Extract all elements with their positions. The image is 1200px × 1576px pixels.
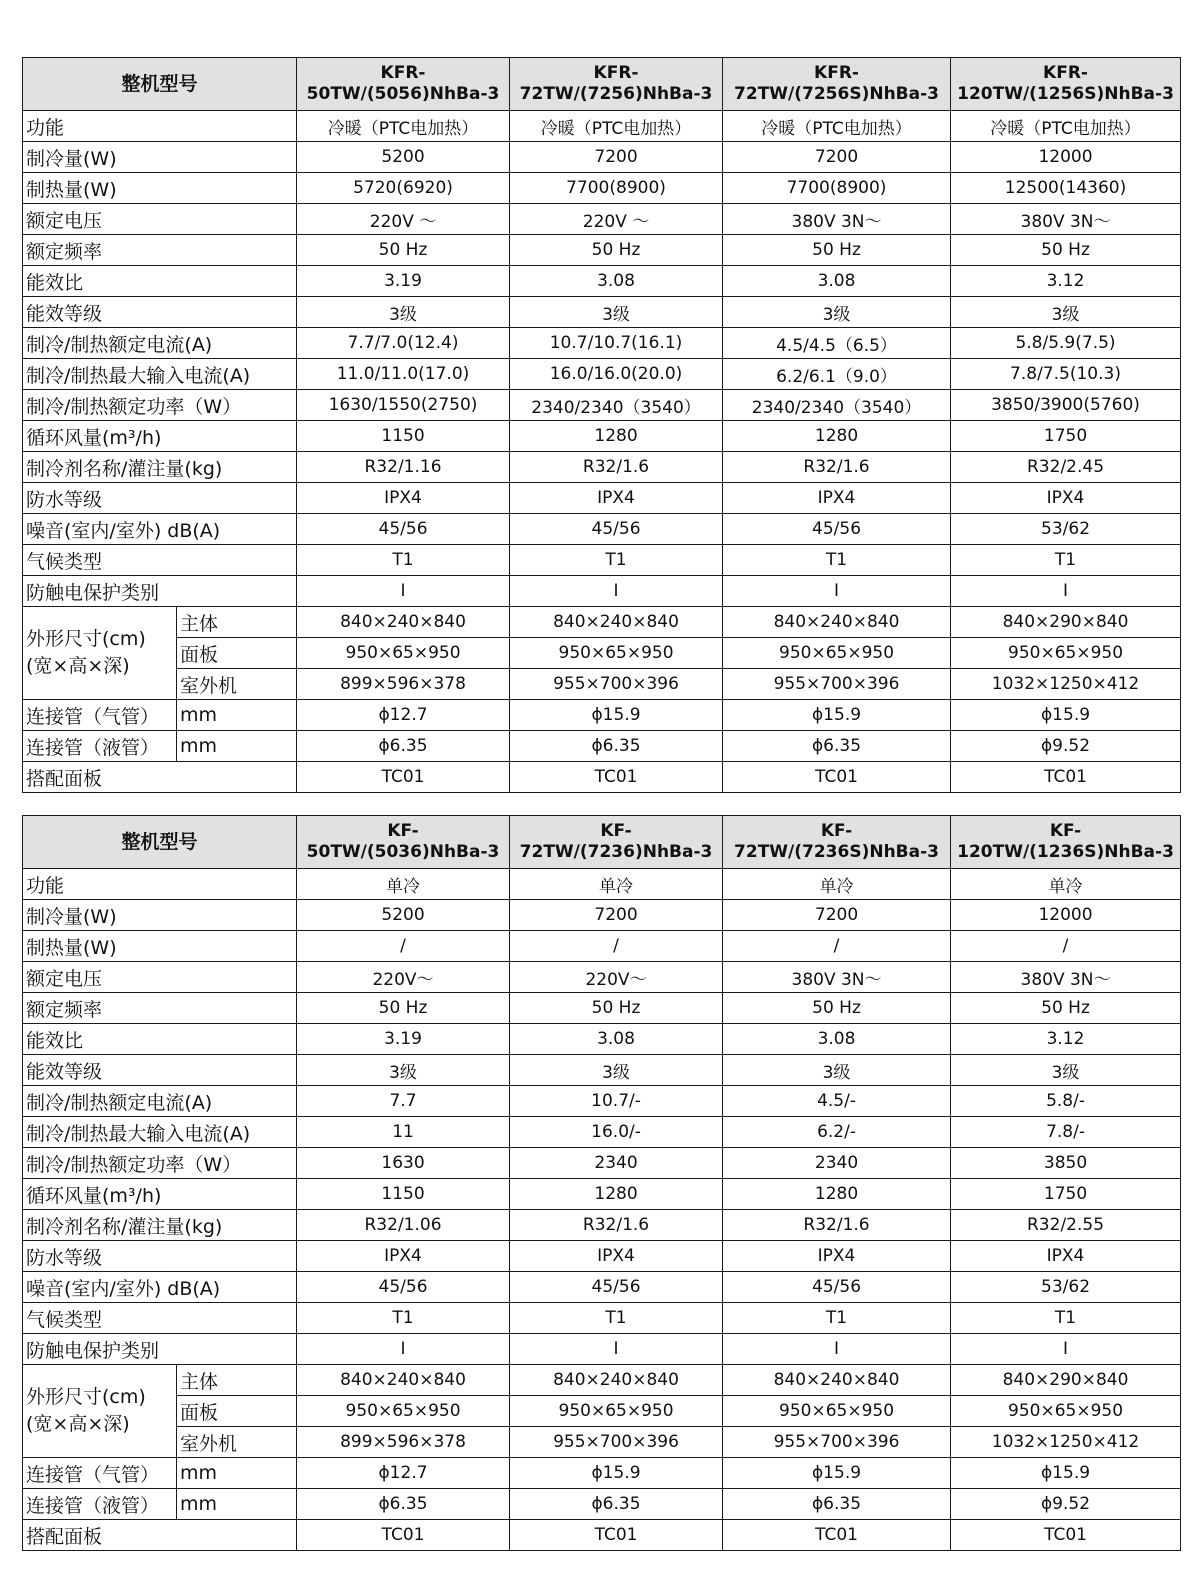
spec-value: T1 bbox=[510, 1303, 723, 1334]
spec-value: 2340/2340（3540） bbox=[510, 390, 723, 421]
pipe-label: 连接管（液管） bbox=[23, 731, 177, 762]
table-row bbox=[23, 1210, 1181, 1241]
pipe-value: ϕ6.35 bbox=[723, 731, 951, 762]
panel-value: TC01 bbox=[510, 762, 723, 793]
row-label: 噪音(室内/室外) dB(A) bbox=[23, 1272, 297, 1303]
dimension-value: 840×240×840 bbox=[297, 1365, 510, 1396]
dimension-value: 950×65×950 bbox=[297, 1396, 510, 1427]
table-header-row bbox=[23, 816, 1181, 869]
spec-value: 7700(8900) bbox=[723, 173, 951, 204]
row-label: 额定频率 bbox=[23, 993, 297, 1024]
dimension-value: 1032×1250×412 bbox=[951, 669, 1181, 700]
table-row-dimensions bbox=[23, 1396, 1181, 1427]
row-label: 制冷剂名称/灌注量(kg) bbox=[23, 1210, 297, 1241]
spec-value: 10.7/- bbox=[510, 1086, 723, 1117]
model-name-header: KF-72TW/(7236)NhBa-3 bbox=[510, 816, 723, 869]
table-row bbox=[23, 142, 1181, 173]
table-row bbox=[23, 1241, 1181, 1272]
dimension-value: 840×290×840 bbox=[951, 1365, 1181, 1396]
panel-value: TC01 bbox=[723, 1520, 951, 1551]
pipe-unit: mm bbox=[177, 700, 297, 731]
spec-value: R32/1.16 bbox=[297, 452, 510, 483]
spec-value: I bbox=[951, 1334, 1181, 1365]
pipe-value: ϕ6.35 bbox=[510, 1489, 723, 1520]
row-label: 制冷/制热最大输入电流(A) bbox=[23, 359, 297, 390]
pipe-value: ϕ9.52 bbox=[951, 1489, 1181, 1520]
model-name-header: KF-50TW/(5036)NhBa-3 bbox=[297, 816, 510, 869]
spec-value: IPX4 bbox=[297, 483, 510, 514]
spec-value: 380V 3N～ bbox=[723, 204, 951, 235]
spec-value: 4.5/4.5（6.5） bbox=[723, 328, 951, 359]
spec-value: 6.2/- bbox=[723, 1117, 951, 1148]
dimension-value: 950×65×950 bbox=[723, 638, 951, 669]
dimensions-label-line2: (宽×高×深) bbox=[26, 1413, 130, 1435]
row-label: 制热量(W) bbox=[23, 931, 297, 962]
row-label: 制冷/制热最大输入电流(A) bbox=[23, 1117, 297, 1148]
spec-value: 冷暖（PTC电加热） bbox=[951, 111, 1181, 142]
spec-value: 12500(14360) bbox=[951, 173, 1181, 204]
spec-value: I bbox=[723, 576, 951, 607]
spec-value: 3.08 bbox=[510, 266, 723, 297]
panel-label: 搭配面板 bbox=[23, 762, 297, 793]
spec-value: 3级 bbox=[297, 297, 510, 328]
dimension-value: 840×240×840 bbox=[723, 1365, 951, 1396]
row-label: 额定电压 bbox=[23, 204, 297, 235]
spec-value: 50 Hz bbox=[510, 235, 723, 266]
row-label: 能效比 bbox=[23, 1024, 297, 1055]
table-row bbox=[23, 204, 1181, 235]
spec-value: 1280 bbox=[723, 1179, 951, 1210]
spec-value: 220V ～ bbox=[510, 204, 723, 235]
spec-value: / bbox=[723, 931, 951, 962]
row-label: 制冷量(W) bbox=[23, 900, 297, 931]
table-row-dimensions bbox=[23, 1365, 1181, 1396]
table-row bbox=[23, 993, 1181, 1024]
model-header-label: 整机型号 bbox=[23, 816, 297, 869]
panel-value: TC01 bbox=[297, 762, 510, 793]
spec-value: 50 Hz bbox=[510, 993, 723, 1024]
spec-value: 45/56 bbox=[510, 514, 723, 545]
spec-value: 220V～ bbox=[297, 962, 510, 993]
spec-value: 5720(6920) bbox=[297, 173, 510, 204]
pipe-value: ϕ6.35 bbox=[297, 1489, 510, 1520]
spec-value: 1150 bbox=[297, 1179, 510, 1210]
table-row bbox=[23, 1055, 1181, 1086]
dimensions-label-line1: 外形尺寸(cm) bbox=[26, 1386, 146, 1408]
spec-value: 45/56 bbox=[723, 514, 951, 545]
spec-value: IPX4 bbox=[723, 1241, 951, 1272]
row-label: 气候类型 bbox=[23, 545, 297, 576]
table-row-pipe bbox=[23, 1489, 1181, 1520]
spec-value: / bbox=[297, 931, 510, 962]
table-row bbox=[23, 266, 1181, 297]
dimension-value: 840×290×840 bbox=[951, 607, 1181, 638]
spec-value: 1750 bbox=[951, 421, 1181, 452]
spec-value: R32/1.6 bbox=[510, 1210, 723, 1241]
spec-value: 45/56 bbox=[297, 1272, 510, 1303]
spec-value: IPX4 bbox=[723, 483, 951, 514]
spec-value: I bbox=[951, 576, 1181, 607]
spec-value: 3.19 bbox=[297, 1024, 510, 1055]
spec-value: 5.8/5.9(7.5) bbox=[951, 328, 1181, 359]
table-row bbox=[23, 111, 1181, 142]
table-row bbox=[23, 869, 1181, 900]
dimension-value: 1032×1250×412 bbox=[951, 1427, 1181, 1458]
spec-value: 单冷 bbox=[297, 869, 510, 900]
table-row bbox=[23, 962, 1181, 993]
dimensions-label bbox=[23, 1365, 177, 1458]
spec-value: 单冷 bbox=[510, 869, 723, 900]
dimension-part-label: 面板 bbox=[177, 1396, 297, 1427]
dimension-value: 950×65×950 bbox=[951, 638, 1181, 669]
spec-value: 7200 bbox=[723, 900, 951, 931]
dimension-value: 840×240×840 bbox=[510, 607, 723, 638]
model-name-header: KFR-50TW/(5056)NhBa-3 bbox=[297, 58, 510, 111]
pipe-value: ϕ6.35 bbox=[723, 1489, 951, 1520]
table-row bbox=[23, 514, 1181, 545]
table-row bbox=[23, 931, 1181, 962]
spec-value: I bbox=[510, 1334, 723, 1365]
table-row-pipe bbox=[23, 700, 1181, 731]
spec-value: 1630 bbox=[297, 1148, 510, 1179]
spec-value: 3.08 bbox=[723, 1024, 951, 1055]
table-row-panel bbox=[23, 762, 1181, 793]
spec-value: 50 Hz bbox=[723, 993, 951, 1024]
row-label: 循环风量(m³/h) bbox=[23, 421, 297, 452]
spec-value: R32/1.06 bbox=[297, 1210, 510, 1241]
spec-value: 7.8/7.5(10.3) bbox=[951, 359, 1181, 390]
spec-value: IPX4 bbox=[951, 1241, 1181, 1272]
dimension-value: 950×65×950 bbox=[297, 638, 510, 669]
row-label: 气候类型 bbox=[23, 1303, 297, 1334]
row-label: 制冷/制热额定电流(A) bbox=[23, 1086, 297, 1117]
spec-value: 5200 bbox=[297, 142, 510, 173]
dimensions-label-line2: (宽×高×深) bbox=[26, 655, 130, 677]
pipe-unit: mm bbox=[177, 1489, 297, 1520]
row-label: 额定频率 bbox=[23, 235, 297, 266]
spec-value: R32/2.55 bbox=[951, 1210, 1181, 1241]
spec-value: 3.12 bbox=[951, 1024, 1181, 1055]
spec-value: 3级 bbox=[510, 297, 723, 328]
row-label: 制热量(W) bbox=[23, 173, 297, 204]
spec-value: 冷暖（PTC电加热） bbox=[297, 111, 510, 142]
pipe-value: ϕ15.9 bbox=[951, 1458, 1181, 1489]
table-row bbox=[23, 1179, 1181, 1210]
spec-value: 3850/3900(5760) bbox=[951, 390, 1181, 421]
pipe-value: ϕ12.7 bbox=[297, 1458, 510, 1489]
spec-value: 220V～ bbox=[510, 962, 723, 993]
dimension-value: 840×240×840 bbox=[297, 607, 510, 638]
pipe-value: ϕ9.52 bbox=[951, 731, 1181, 762]
dimensions-label bbox=[23, 607, 177, 700]
spec-value: T1 bbox=[723, 545, 951, 576]
spec-value: IPX4 bbox=[951, 483, 1181, 514]
spec-value: 45/56 bbox=[723, 1272, 951, 1303]
table-row bbox=[23, 1303, 1181, 1334]
spec-value: 7200 bbox=[723, 142, 951, 173]
spec-value: T1 bbox=[297, 1303, 510, 1334]
spec-value: R32/1.6 bbox=[510, 452, 723, 483]
spec-value: I bbox=[297, 576, 510, 607]
spec-value: 2340/2340（3540） bbox=[723, 390, 951, 421]
table-row bbox=[23, 390, 1181, 421]
table-row-dimensions bbox=[23, 607, 1181, 638]
dimension-part-label: 面板 bbox=[177, 638, 297, 669]
spec-table-heating-models bbox=[22, 57, 1181, 793]
row-label: 防水等级 bbox=[23, 1241, 297, 1272]
spec-value: 380V 3N～ bbox=[951, 204, 1181, 235]
table-row bbox=[23, 576, 1181, 607]
model-name-header: KFR-72TW/(7256)NhBa-3 bbox=[510, 58, 723, 111]
spec-value: 1280 bbox=[723, 421, 951, 452]
spec-value: T1 bbox=[951, 545, 1181, 576]
pipe-value: ϕ15.9 bbox=[723, 700, 951, 731]
model-name-header: KFR-120TW/(1256S)NhBa-3 bbox=[951, 58, 1181, 111]
dimension-value: 950×65×950 bbox=[723, 1396, 951, 1427]
table-row-pipe bbox=[23, 1458, 1181, 1489]
spec-value: 1630/1550(2750) bbox=[297, 390, 510, 421]
spec-value: 3级 bbox=[951, 1055, 1181, 1086]
table-row bbox=[23, 1148, 1181, 1179]
spec-table-cooling-models bbox=[22, 815, 1181, 1551]
spec-value: 11 bbox=[297, 1117, 510, 1148]
row-label: 循环风量(m³/h) bbox=[23, 1179, 297, 1210]
pipe-value: ϕ15.9 bbox=[951, 700, 1181, 731]
row-label: 制冷剂名称/灌注量(kg) bbox=[23, 452, 297, 483]
spec-value: I bbox=[510, 576, 723, 607]
table-row bbox=[23, 483, 1181, 514]
spec-value: 45/56 bbox=[510, 1272, 723, 1303]
dimension-value: 950×65×950 bbox=[510, 1396, 723, 1427]
spec-value: 3.12 bbox=[951, 266, 1181, 297]
spec-value: 50 Hz bbox=[297, 993, 510, 1024]
row-label: 制冷/制热额定功率（W） bbox=[23, 390, 297, 421]
spec-value: 7700(8900) bbox=[510, 173, 723, 204]
table-row-dimensions bbox=[23, 1427, 1181, 1458]
dimension-value: 899×596×378 bbox=[297, 669, 510, 700]
spec-value: 冷暖（PTC电加热） bbox=[510, 111, 723, 142]
spec-value: 3级 bbox=[297, 1055, 510, 1086]
spec-value: 3级 bbox=[510, 1055, 723, 1086]
spec-value: T1 bbox=[951, 1303, 1181, 1334]
row-label: 功能 bbox=[23, 869, 297, 900]
spec-value: 1150 bbox=[297, 421, 510, 452]
table-row bbox=[23, 1086, 1181, 1117]
spec-value: 380V 3N～ bbox=[951, 962, 1181, 993]
spec-value: 50 Hz bbox=[951, 993, 1181, 1024]
pipe-value: ϕ6.35 bbox=[510, 731, 723, 762]
table-row-dimensions bbox=[23, 669, 1181, 700]
panel-value: TC01 bbox=[297, 1520, 510, 1551]
spec-value: 53/62 bbox=[951, 514, 1181, 545]
dimension-value: 955×700×396 bbox=[723, 1427, 951, 1458]
spec-value: 380V 3N～ bbox=[723, 962, 951, 993]
spec-value: IPX4 bbox=[510, 483, 723, 514]
table-row bbox=[23, 1334, 1181, 1365]
spec-value: 3.19 bbox=[297, 266, 510, 297]
spec-value: IPX4 bbox=[297, 1241, 510, 1272]
spec-value: I bbox=[723, 1334, 951, 1365]
dimension-value: 955×700×396 bbox=[510, 669, 723, 700]
spec-value: R32/1.6 bbox=[723, 1210, 951, 1241]
dimension-part-label: 主体 bbox=[177, 607, 297, 638]
spec-value: 2340 bbox=[510, 1148, 723, 1179]
spec-value: 3级 bbox=[951, 297, 1181, 328]
row-label: 防触电保护类别 bbox=[23, 1334, 297, 1365]
panel-value: TC01 bbox=[723, 762, 951, 793]
spec-value: 12000 bbox=[951, 142, 1181, 173]
spec-value: R32/1.6 bbox=[723, 452, 951, 483]
spec-value: 3850 bbox=[951, 1148, 1181, 1179]
panel-value: TC01 bbox=[510, 1520, 723, 1551]
spec-value: 50 Hz bbox=[951, 235, 1181, 266]
spec-value: 4.5/- bbox=[723, 1086, 951, 1117]
row-label: 制冷/制热额定功率（W） bbox=[23, 1148, 297, 1179]
dimension-part-label: 主体 bbox=[177, 1365, 297, 1396]
spec-value: 5200 bbox=[297, 900, 510, 931]
spec-value: 10.7/10.7(16.1) bbox=[510, 328, 723, 359]
table-row bbox=[23, 1024, 1181, 1055]
pipe-unit: mm bbox=[177, 731, 297, 762]
spec-value: R32/2.45 bbox=[951, 452, 1181, 483]
model-name-header: KFR-72TW/(7256S)NhBa-3 bbox=[723, 58, 951, 111]
table-row bbox=[23, 452, 1181, 483]
row-label: 能效等级 bbox=[23, 297, 297, 328]
row-label: 防水等级 bbox=[23, 483, 297, 514]
spec-value: T1 bbox=[297, 545, 510, 576]
spec-value: T1 bbox=[510, 545, 723, 576]
spec-value: 1280 bbox=[510, 421, 723, 452]
spec-value: T1 bbox=[723, 1303, 951, 1334]
spec-value: / bbox=[510, 931, 723, 962]
spec-value: 7200 bbox=[510, 142, 723, 173]
panel-label: 搭配面板 bbox=[23, 1520, 297, 1551]
table-row-dimensions bbox=[23, 638, 1181, 669]
spec-value: 3.08 bbox=[723, 266, 951, 297]
pipe-value: ϕ6.35 bbox=[297, 731, 510, 762]
spec-value: 2340 bbox=[723, 1148, 951, 1179]
spec-value: 冷暖（PTC电加热） bbox=[723, 111, 951, 142]
dimension-value: 840×240×840 bbox=[510, 1365, 723, 1396]
pipe-value: ϕ15.9 bbox=[723, 1458, 951, 1489]
row-label: 制冷/制热额定电流(A) bbox=[23, 328, 297, 359]
table-row bbox=[23, 235, 1181, 266]
pipe-unit: mm bbox=[177, 1458, 297, 1489]
dimension-value: 950×65×950 bbox=[951, 1396, 1181, 1427]
dimension-part-label: 室外机 bbox=[177, 1427, 297, 1458]
pipe-value: ϕ15.9 bbox=[510, 1458, 723, 1489]
spec-value: 12000 bbox=[951, 900, 1181, 931]
row-label: 能效等级 bbox=[23, 1055, 297, 1086]
row-label: 额定电压 bbox=[23, 962, 297, 993]
spec-value: / bbox=[951, 931, 1181, 962]
dimensions-label-line1: 外形尺寸(cm) bbox=[26, 628, 146, 650]
spec-value: 1280 bbox=[510, 1179, 723, 1210]
table-row bbox=[23, 297, 1181, 328]
panel-value: TC01 bbox=[951, 1520, 1181, 1551]
dimension-value: 950×65×950 bbox=[510, 638, 723, 669]
model-name-header: KF-72TW/(7236S)NhBa-3 bbox=[723, 816, 951, 869]
dimension-value: 955×700×396 bbox=[723, 669, 951, 700]
spec-value: 6.2/6.1（9.0） bbox=[723, 359, 951, 390]
dimension-value: 840×240×840 bbox=[723, 607, 951, 638]
spec-value: 16.0/- bbox=[510, 1117, 723, 1148]
spec-value: IPX4 bbox=[510, 1241, 723, 1272]
pipe-label: 连接管（液管） bbox=[23, 1489, 177, 1520]
table-row bbox=[23, 359, 1181, 390]
row-label: 噪音(室内/室外) dB(A) bbox=[23, 514, 297, 545]
model-header-label: 整机型号 bbox=[23, 58, 297, 111]
spec-value: 单冷 bbox=[723, 869, 951, 900]
spec-value: 50 Hz bbox=[297, 235, 510, 266]
row-label: 防触电保护类别 bbox=[23, 576, 297, 607]
spec-value: 7.7/7.0(12.4) bbox=[297, 328, 510, 359]
row-label: 功能 bbox=[23, 111, 297, 142]
table-row bbox=[23, 1272, 1181, 1303]
pipe-label: 连接管（气管） bbox=[23, 1458, 177, 1489]
dimension-value: 955×700×396 bbox=[510, 1427, 723, 1458]
model-name-header: KF-120TW/(1236S)NhBa-3 bbox=[951, 816, 1181, 869]
dimension-part-label: 室外机 bbox=[177, 669, 297, 700]
pipe-value: ϕ12.7 bbox=[297, 700, 510, 731]
spec-value: 16.0/16.0(20.0) bbox=[510, 359, 723, 390]
table-row-panel bbox=[23, 1520, 1181, 1551]
spec-value: 45/56 bbox=[297, 514, 510, 545]
spec-value: 7.8/- bbox=[951, 1117, 1181, 1148]
table-row-pipe bbox=[23, 731, 1181, 762]
pipe-value: ϕ15.9 bbox=[510, 700, 723, 731]
spec-value: 7.7 bbox=[297, 1086, 510, 1117]
pipe-label: 连接管（气管） bbox=[23, 700, 177, 731]
dimension-value: 899×596×378 bbox=[297, 1427, 510, 1458]
spec-value: 3级 bbox=[723, 1055, 951, 1086]
spec-value: 50 Hz bbox=[723, 235, 951, 266]
spec-value: 3级 bbox=[723, 297, 951, 328]
table-header-row bbox=[23, 58, 1181, 111]
spec-value: 5.8/- bbox=[951, 1086, 1181, 1117]
spec-value: I bbox=[297, 1334, 510, 1365]
table-row bbox=[23, 173, 1181, 204]
spec-value: 53/62 bbox=[951, 1272, 1181, 1303]
row-label: 制冷量(W) bbox=[23, 142, 297, 173]
spec-value: 7200 bbox=[510, 900, 723, 931]
panel-value: TC01 bbox=[951, 762, 1181, 793]
spec-value: 11.0/11.0(17.0) bbox=[297, 359, 510, 390]
table-row bbox=[23, 1117, 1181, 1148]
table-row bbox=[23, 545, 1181, 576]
spec-value: 220V ～ bbox=[297, 204, 510, 235]
spec-value: 1750 bbox=[951, 1179, 1181, 1210]
row-label: 能效比 bbox=[23, 266, 297, 297]
spec-value: 3.08 bbox=[510, 1024, 723, 1055]
table-row bbox=[23, 421, 1181, 452]
table-row bbox=[23, 328, 1181, 359]
spec-value: 单冷 bbox=[951, 869, 1181, 900]
table-row bbox=[23, 900, 1181, 931]
